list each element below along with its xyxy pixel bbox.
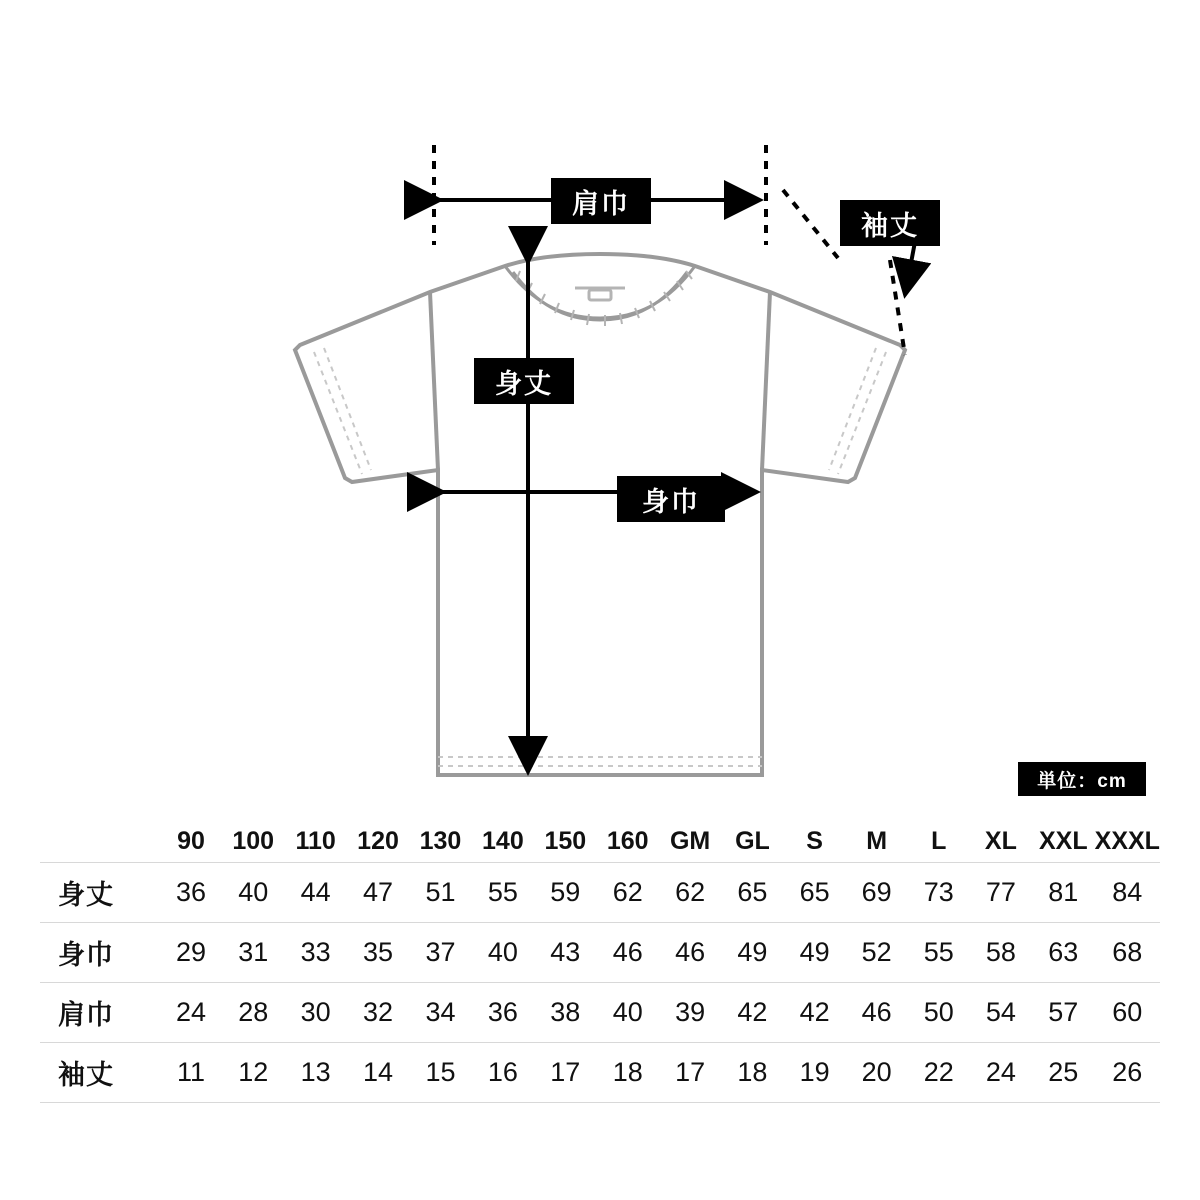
- cell: 34: [425, 997, 456, 1027]
- cell: 62: [675, 877, 706, 907]
- column-header: L: [931, 827, 947, 855]
- cell: 55: [923, 937, 954, 967]
- cell: 25: [1048, 1057, 1079, 1087]
- cell: 84: [1112, 877, 1143, 907]
- cell: 20: [861, 1057, 892, 1087]
- cell: 39: [675, 997, 706, 1027]
- size-table: [40, 812, 1160, 1103]
- cell: 46: [612, 937, 643, 967]
- column-header: 160: [606, 827, 649, 855]
- cell: 24: [175, 997, 206, 1027]
- cell: 29: [175, 937, 206, 967]
- table-row: [40, 983, 1160, 1043]
- column-header: GM: [669, 827, 711, 855]
- cell: 50: [923, 997, 954, 1027]
- cell: 57: [1048, 997, 1079, 1027]
- cell: 62: [612, 877, 643, 907]
- label-body-length: 身丈: [474, 358, 574, 404]
- cell: 49: [799, 937, 830, 967]
- cell: 65: [799, 877, 830, 907]
- row-header-sleeve-length: 袖丈: [58, 1060, 114, 1090]
- label-body-width: 身巾: [617, 476, 725, 522]
- cell: 59: [550, 877, 581, 907]
- cell: 46: [675, 937, 706, 967]
- cell: 42: [799, 997, 830, 1027]
- cell: 32: [363, 997, 394, 1027]
- table-corner-cell: [40, 812, 160, 863]
- cell: 17: [675, 1057, 706, 1087]
- cell: 49: [737, 937, 768, 967]
- table-row: [40, 1043, 1160, 1103]
- cell: 31: [238, 937, 269, 967]
- cell: 28: [238, 997, 269, 1027]
- cell: 15: [425, 1057, 456, 1087]
- cell: 40: [487, 937, 518, 967]
- column-header: 120: [357, 827, 399, 855]
- row-header-shoulder-width: 肩巾: [58, 1000, 114, 1030]
- cell: 24: [985, 1057, 1016, 1087]
- cell: 69: [861, 877, 892, 907]
- column-header: 110: [295, 827, 336, 855]
- column-header: M: [866, 827, 888, 855]
- column-header: 90: [177, 827, 205, 855]
- cell: 37: [425, 937, 456, 967]
- cell: 47: [363, 877, 394, 907]
- cell: 68: [1112, 937, 1143, 967]
- cell: 42: [737, 997, 768, 1027]
- column-header: 140: [482, 827, 524, 855]
- cell: 44: [300, 877, 331, 907]
- cell: 58: [985, 937, 1016, 967]
- table-row: [40, 863, 1160, 923]
- cell: 43: [550, 937, 581, 967]
- row-header-body-width: 身巾: [58, 940, 114, 970]
- table-row: [40, 923, 1160, 983]
- cell: 18: [737, 1057, 768, 1087]
- cell: 60: [1112, 997, 1143, 1027]
- cell: 81: [1048, 877, 1079, 907]
- cell: 73: [923, 877, 954, 907]
- cell: 46: [861, 997, 892, 1027]
- column-header: GL: [735, 827, 770, 855]
- label-sleeve-length: 袖丈: [840, 200, 940, 246]
- table-header-row: [40, 812, 1160, 863]
- row-header-body-length: 身丈: [58, 880, 114, 910]
- column-header: S: [806, 827, 823, 855]
- cell: 52: [861, 937, 892, 967]
- cell: 38: [550, 997, 581, 1027]
- label-unit: 単位：cm: [1018, 762, 1146, 796]
- cell: 16: [487, 1057, 518, 1087]
- cell: 51: [425, 877, 456, 907]
- cell: 55: [487, 877, 518, 907]
- cell: 11: [176, 1057, 205, 1087]
- column-header: XXXL: [1094, 827, 1160, 855]
- cell: 33: [300, 937, 331, 967]
- cell: 18: [612, 1057, 643, 1087]
- cell: 30: [300, 997, 331, 1027]
- column-header: 130: [419, 827, 462, 855]
- cell: 35: [363, 937, 394, 967]
- column-header: 100: [232, 827, 275, 855]
- cell: 40: [238, 877, 269, 907]
- cell: 17: [550, 1057, 581, 1087]
- column-header: 150: [544, 827, 587, 855]
- cell: 36: [175, 877, 206, 907]
- column-header: XL: [984, 827, 1017, 855]
- cell: 77: [985, 877, 1016, 907]
- cell: 63: [1048, 937, 1079, 967]
- cell: 36: [487, 997, 518, 1027]
- cell: 26: [1112, 1057, 1143, 1087]
- cell: 13: [300, 1057, 331, 1087]
- cell: 14: [363, 1057, 394, 1087]
- cell: 19: [799, 1057, 830, 1087]
- cell: 22: [923, 1057, 954, 1087]
- label-shoulder-width: 肩巾: [551, 178, 651, 224]
- cell: 12: [238, 1057, 269, 1087]
- cell: 65: [737, 877, 768, 907]
- cell: 40: [612, 997, 643, 1027]
- column-header: XXL: [1038, 827, 1088, 855]
- cell: 54: [985, 997, 1016, 1027]
